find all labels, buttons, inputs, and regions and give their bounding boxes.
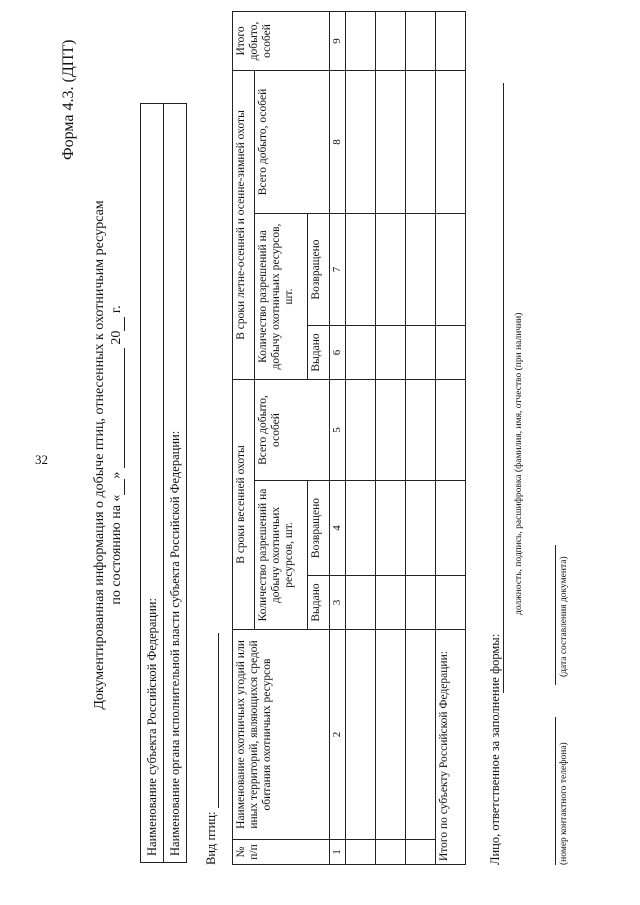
document-date-field[interactable] [555,545,556,685]
form-date-line [109,45,125,865]
total-row [436,11,466,864]
harvest-table [232,11,466,865]
table-cell[interactable] [406,630,436,840]
phone-field[interactable] [555,717,556,865]
table-cell[interactable] [346,630,376,840]
signature-field[interactable] [503,83,504,693]
table-cell[interactable] [436,214,466,326]
column-number: 4 [330,481,346,576]
form-title: Документированная информация о добыче птиц, отнесенных к охотничьим ресурсам [92,200,107,710]
table-cell[interactable] [406,11,436,70]
table-cell[interactable] [376,11,406,70]
header-spring-permits: Количество разрешений на добычу охотничьих ресурсов, шт. [255,481,308,630]
year-blank [112,317,125,331]
date-prefix: по состоянию на « [109,494,124,605]
column-number: 1 [330,840,346,865]
table-cell[interactable] [436,576,466,630]
table-row [406,11,436,864]
table-cell[interactable] [346,214,376,326]
table-cell[interactable] [346,70,376,213]
total-row-label: Итого по субъекту Российской Федерации: [436,630,466,865]
column-number: 9 [330,11,346,70]
table-cell[interactable] [346,11,376,70]
table-cell[interactable] [436,70,466,213]
table-cell[interactable] [376,576,406,630]
table-cell[interactable] [346,576,376,630]
header-spring-returned: Возвращено [308,481,330,576]
header-no: № п/п [233,840,330,865]
table-cell[interactable] [436,481,466,576]
phone-hint: (номер контактного телефона) [559,742,569,865]
header-territory-name: Наименование охотничьих угодий или иных территорий, являющихся средой обитания охотничьих ресурсов [233,630,330,840]
column-number: 7 [330,214,346,326]
form-code: Форма 4.3. (ДПТ) [60,39,77,160]
table-cell[interactable] [406,576,436,630]
column-number: 6 [330,326,346,380]
table-cell[interactable] [406,70,436,213]
header-summer-permits: Количество разрешений на добычу охотничьих ресурсов, шт. [255,214,308,380]
table-cell[interactable] [346,840,376,865]
day-blank [112,479,125,495]
header-summer-issued: Выдано [308,326,330,380]
table-cell[interactable] [376,630,406,840]
subject-info-table [140,103,187,863]
table-cell[interactable] [346,326,376,380]
column-number: 8 [330,70,346,213]
year-suffix: г. [109,305,124,314]
bird-kind-line [204,633,219,865]
table-cell[interactable] [376,214,406,326]
table-cell[interactable] [376,380,406,481]
table-cell[interactable] [406,481,436,576]
table-cell[interactable] [376,326,406,380]
table-cell[interactable] [376,481,406,576]
table-cell[interactable] [406,214,436,326]
column-number: 2 [330,630,346,840]
table-cell[interactable] [406,840,436,865]
header-summer-returned: Возвращено [308,214,330,326]
signature-hint: должность, подпись, расшифровка (фамилия, имя, отчество (при наличии) [514,312,524,615]
authority-name-field[interactable]: Наименование органа исполнительной власти субъекта Российской Федерации: [164,104,187,863]
column-number-row [330,11,346,864]
header-spring-hunt: В сроки весенней охоты [233,380,255,630]
table-row [376,11,406,864]
responsible-person-label: Лицо, ответственное за заполнение формы: [488,633,502,865]
date-quote-close: » [109,471,124,479]
column-number: 3 [330,576,346,630]
table-cell[interactable] [376,840,406,865]
table-cell[interactable] [346,380,376,481]
table-cell[interactable] [406,380,436,481]
header-total-caught: Итого добыто, особей [233,11,330,70]
table-cell[interactable] [346,481,376,576]
header-summer-caught: Всего добыто, особей [255,70,330,213]
header-spring-caught: Всего добыто, особей [255,380,330,481]
table-cell[interactable] [376,70,406,213]
table-cell[interactable] [406,326,436,380]
table-cell[interactable] [436,326,466,380]
column-number: 5 [330,380,346,481]
month-blank [112,348,125,468]
subject-name-field[interactable]: Наименование субъекта Российской Федерации: [141,104,164,863]
table-cell[interactable] [436,380,466,481]
bird-kind-label: Вид птиц: [204,811,218,865]
page-number: 32 [35,452,48,467]
header-summer-autumn-hunt: В сроки летне-осенней и осенне-зимней охоты [233,70,255,379]
document-date-hint: (дата составления документа) [559,556,569,677]
header-spring-issued: Выдано [308,576,330,630]
table-row [346,11,376,864]
bird-kind-field[interactable] [206,633,219,808]
year-prefix: 20 [109,330,124,345]
table-cell[interactable] [436,11,466,70]
